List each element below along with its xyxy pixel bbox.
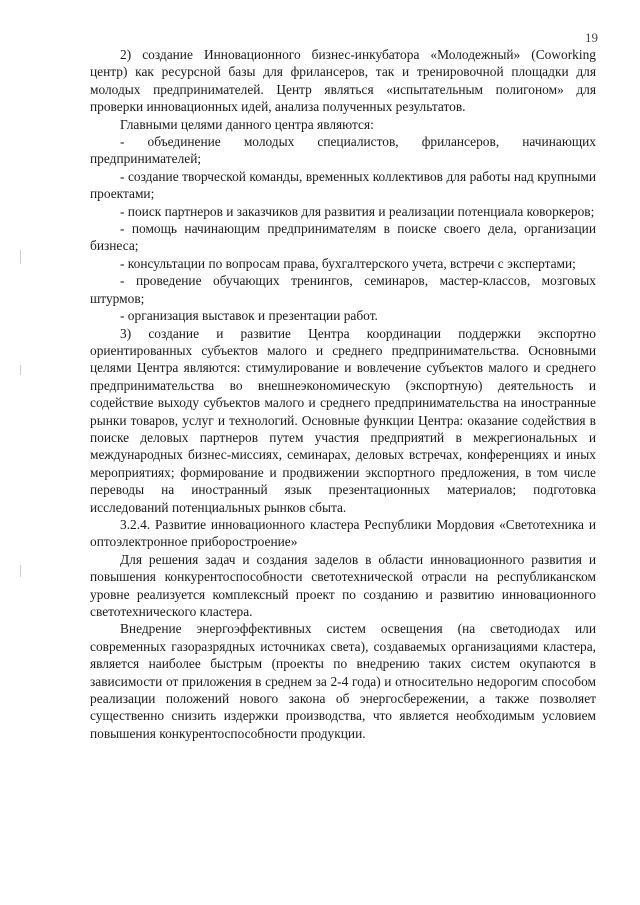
document-body	[90, 46, 596, 742]
paragraph-incubator: 2) создание Инновационного бизнес-инкубатора «Молодежный» (Coworking центр) как ресурсной базы для фрилансеров, так и тренировочной площадки для молодых предпринимателей. Центр являться «испытательным полигоном» для проверки инновационных идей, анализа полученных результатов.	[90, 47, 596, 115]
list-item: - помощь начинающим предпринимателям в поиске своего дела, организации бизнеса;	[90, 221, 596, 254]
list-item: - создание творческой команды, временных коллективов для работы над крупными проектами;	[90, 168, 596, 202]
margin-mark	[20, 365, 21, 375]
list-item: - консультации по вопросам права, бухгалтерского учета, встречи с экспертами;	[120, 255, 576, 271]
section-heading: 3.2.4. Развитие инновационного кластера Республики Мордовия «Светотехника и оптоэлектронное приборостроение»	[90, 516, 596, 550]
list-item: - организация выставок и презентации работ.	[120, 308, 378, 324]
margin-mark	[20, 565, 21, 577]
list-item: - объединение молодых специалистов, фрилансеров, начинающих предпринимателей;	[90, 134, 596, 167]
margin-mark	[20, 250, 21, 264]
paragraph-energy-efficiency: Внедрение энергоэффективных систем освещения (на светодиодах или современных газоразрядных источниках света), создаваемых организациями кластера, является наиболее быстрым (проекты по внедрению таких систем окупаются в зависимости от приложения в среднем за 2-4 года) и относительно недорогим способом реализации положений нового закона об энергосбережении, а также позволяет существенно снизить издержки производства, что является необходимым условием повышения конкурентоспособности продукции.	[90, 621, 596, 741]
paragraph-export-center: 3) создание и развитие Центра координации поддержки экспортно ориентированных субъектов малого и среднего предпринимательства. Основными целями Центра являются: стимулирование и вовлечение субъектов малого и среднего предпринимательства во внешнеэкономическую (экспортную) деятельность и содействие выходу субъектов малого и среднего предпринимательства на иностранные рынки товаров, услуг и технологий. Основные функции Центра: оказание содействия в поиске деловых партнеров путем участия предприятий в межрегиональных и международных бизнес-миссиях, семинарах, деловых встречах, конференциях и иных мероприятиях; формирование и продвижении экспортного предложения, в том числе переводы на иностранный язык презентационных материалов; подготовка исследований потенциальных рынков сбыта.	[90, 325, 596, 515]
page-number: 19	[585, 30, 598, 45]
paragraph-center-goals-intro: Главными целями данного центра являются:	[120, 116, 374, 132]
paragraph-cluster-project: Для решения задач и создания заделов в области инновационного развития и повышения конкурентоспособности светотехнической отрасли на республиканском уровне реализуется комплексный проект по созданию и развитию инновационного светотехнического кластера.	[90, 551, 596, 619]
list-item: - проведение обучающих тренингов, семинаров, мастер-классов, мозговых штурмов;	[90, 273, 596, 306]
list-item: - поиск партнеров и заказчиков для развития и реализации потенциала коворкеров;	[120, 203, 595, 219]
